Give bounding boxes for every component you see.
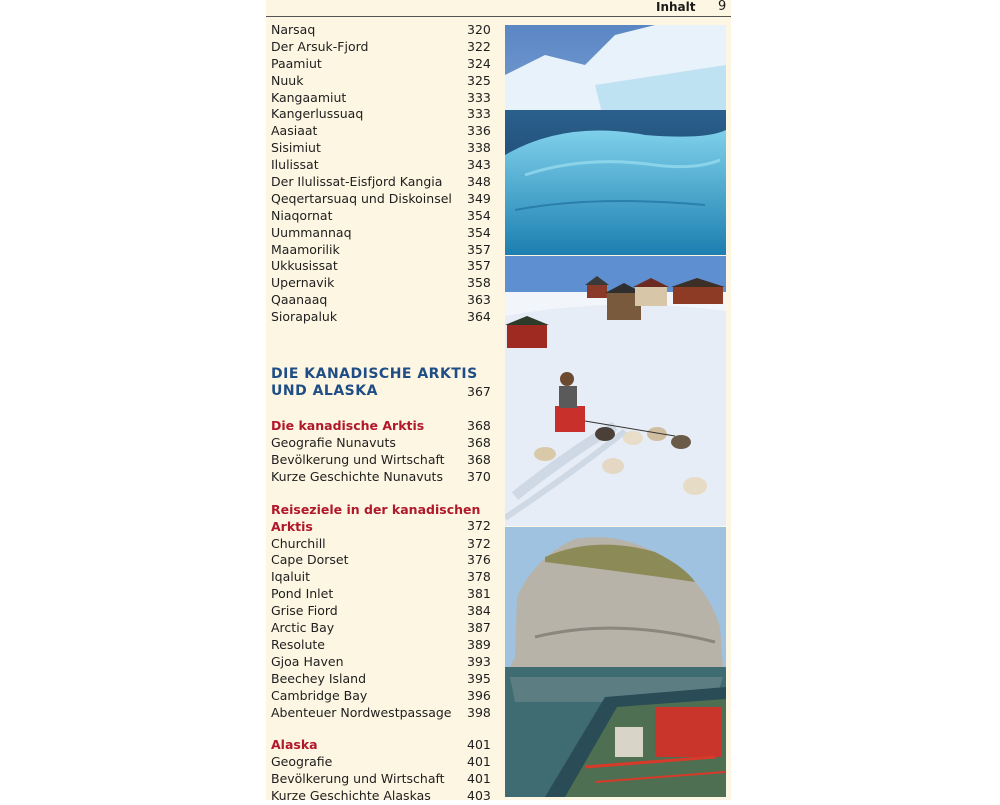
toc-entry-title: Nuuk (271, 72, 304, 88)
toc-entry[interactable] (271, 586, 495, 603)
toc-entry[interactable] (271, 242, 495, 259)
toc-entry[interactable] (271, 174, 495, 191)
toc-entry-page: 401 (467, 771, 491, 787)
toc-entry-page: 354 (467, 207, 491, 223)
toc-entry-title: Der Arsuk-Fjord (271, 38, 369, 54)
toc-entry-page: 389 (467, 636, 491, 652)
toc-entry-page: 322 (467, 38, 491, 54)
toc-entry-page: 343 (467, 157, 491, 173)
toc-entry-title: Kurze Geschichte Nunavuts (271, 468, 443, 484)
toc-entry-title: Upernavik (271, 275, 335, 291)
toc-column (271, 22, 495, 805)
toc-entry-page: 395 (467, 670, 491, 686)
toc-entry-page: 348 (467, 174, 491, 190)
header-page-number: 9 (718, 0, 727, 14)
toc-entry-page: 363 (467, 292, 491, 308)
toc-entry-page: 324 (467, 55, 491, 71)
toc-entry-title: Geografie Nunavuts (271, 434, 396, 450)
toc-entry[interactable] (271, 536, 495, 553)
toc-entry-page: 401 (467, 754, 491, 770)
toc-entry-title: Kurze Geschichte Alaskas (271, 788, 431, 804)
toc-entry-title: Pond Inlet (271, 586, 334, 602)
subheading-page: 372 (467, 518, 491, 534)
toc-entry-title: Gjoa Haven (271, 653, 344, 669)
toc-entry-page: 376 (467, 552, 491, 568)
toc-entry[interactable] (271, 654, 495, 671)
toc-entry-page: 325 (467, 72, 491, 88)
toc-entry-title: Der Ilulissat-Eisfjord Kangia (271, 174, 443, 190)
toc-entry-title: Iqaluit (271, 569, 311, 585)
toc-entry[interactable] (271, 671, 495, 688)
toc-entry[interactable] (271, 309, 495, 326)
toc-entry[interactable] (271, 157, 495, 174)
toc-entry-title: Bevölkerung und Wirtschaft (271, 451, 445, 467)
toc-entry-page: 396 (467, 687, 491, 703)
toc-group-reiseziele (271, 536, 495, 722)
dog-sled-photo (505, 256, 726, 526)
toc-entry[interactable] (271, 123, 495, 140)
toc-entry[interactable] (271, 620, 495, 637)
toc-entry-page: 358 (467, 275, 491, 291)
toc-entry[interactable] (271, 258, 495, 275)
toc-entry-page: 378 (467, 569, 491, 585)
toc-group-kanadische (271, 435, 495, 486)
toc-entry[interactable] (271, 73, 495, 90)
toc-entry-title: Cape Dorset (271, 552, 349, 568)
toc-entry-page: 368 (467, 434, 491, 450)
toc-entry-page: 370 (467, 468, 491, 484)
toc-entry[interactable] (271, 225, 495, 242)
toc-entry-page: 357 (467, 258, 491, 274)
toc-entry[interactable] (271, 469, 495, 486)
toc-entry[interactable] (271, 435, 495, 452)
toc-entry-title: Kangerlussuaq (271, 106, 364, 122)
subheading-kanadische-arktis[interactable]: Die kanadische Arktis 368 (271, 418, 491, 434)
toc-entry[interactable] (271, 22, 495, 39)
toc-entry-page: 336 (467, 123, 491, 139)
toc-entry-page: 349 (467, 190, 491, 206)
toc-entry-page: 354 (467, 224, 491, 240)
toc-entry[interactable] (271, 90, 495, 107)
toc-entry[interactable] (271, 191, 495, 208)
toc-entry-page: 320 (467, 22, 491, 37)
toc-entry[interactable] (271, 637, 495, 654)
page-header (266, 0, 731, 17)
toc-entry-title: Uummannaq (271, 224, 352, 240)
toc-entry-title: Cambridge Bay (271, 687, 368, 703)
toc-entry-page: 338 (467, 140, 491, 156)
subheading-alaska[interactable]: Alaska 401 (271, 737, 491, 753)
toc-entry-title: Qaanaaq (271, 292, 328, 308)
subheading-line1: Reiseziele in der kanadischen (271, 501, 481, 517)
toc-entry-title: Abenteuer Nordwestpassage (271, 704, 452, 720)
subheading-reiseziele[interactable] (271, 502, 495, 536)
section-title-line2: UND ALASKA (271, 383, 378, 400)
toc-entry-title: Maamorilik (271, 241, 340, 257)
header-label: Inhalt (656, 0, 696, 14)
section-heading (271, 366, 495, 402)
toc-entry[interactable] (271, 140, 495, 157)
toc-entry[interactable] (271, 208, 495, 225)
toc-entry-title: Qeqertarsuaq und Diskoinsel (271, 190, 452, 206)
toc-group-alaska (271, 754, 495, 805)
toc-entry-page: 364 (467, 309, 491, 325)
toc-entry-page: 381 (467, 586, 491, 602)
section-page: 367 (467, 384, 491, 400)
iceberg-photo (505, 25, 726, 255)
toc-entry-title: Aasiaat (271, 123, 318, 139)
toc-entry[interactable] (271, 275, 495, 292)
toc-entry[interactable] (271, 771, 495, 788)
toc-entry[interactable] (271, 705, 495, 722)
toc-entry-title: Sisimiut (271, 140, 321, 156)
toc-entry-title: Arctic Bay (271, 620, 335, 636)
toc-entry-page: 387 (467, 620, 491, 636)
toc-entry-page: 333 (467, 106, 491, 122)
toc-entry-title: Grise Fiord (271, 603, 338, 619)
toc-entry-title: Beechey Island (271, 670, 367, 686)
toc-entry[interactable] (271, 569, 495, 586)
toc-entry-page: 384 (467, 603, 491, 619)
toc-entry-title: Niaqornat (271, 207, 333, 223)
toc-entry-page: 403 (467, 788, 491, 804)
toc-entry-title: Bevölkerung und Wirtschaft (271, 771, 445, 787)
toc-entry[interactable] (271, 106, 495, 123)
toc-entry-title: Resolute (271, 636, 325, 652)
toc-entry-title: Paamiut (271, 55, 322, 71)
toc-entry[interactable] (271, 56, 495, 73)
toc-entry[interactable] (271, 292, 495, 309)
toc-entry[interactable] (271, 452, 495, 469)
toc-entry[interactable] (271, 552, 495, 569)
toc-entry[interactable] (271, 754, 495, 771)
toc-entry-title: Geografie (271, 754, 333, 770)
toc-entry-page: 368 (467, 451, 491, 467)
toc-entry-page: 393 (467, 653, 491, 669)
toc-entry-page: 398 (467, 704, 491, 720)
subheading-line2: Arktis (271, 518, 313, 534)
toc-entry-title: Siorapaluk (271, 309, 338, 325)
toc-entry-page: 357 (467, 241, 491, 257)
toc-entry[interactable] (271, 688, 495, 705)
toc-group-greenland (271, 22, 495, 326)
cliff-ship-photo (505, 527, 726, 797)
toc-entry-page: 372 (467, 535, 491, 551)
section-title-line1: DIE KANADISCHE ARKTIS (271, 366, 478, 383)
toc-entry[interactable] (271, 603, 495, 620)
toc-entry-page: 333 (467, 89, 491, 105)
toc-entry-title: Kangaamiut (271, 89, 347, 105)
toc-entry[interactable] (271, 788, 495, 805)
toc-entry-title: Narsaq (271, 22, 316, 37)
toc-entry[interactable] (271, 39, 495, 56)
toc-entry-title: Ilulissat (271, 157, 319, 173)
toc-entry-title: Churchill (271, 535, 326, 551)
toc-entry-title: Ukkusissat (271, 258, 338, 274)
